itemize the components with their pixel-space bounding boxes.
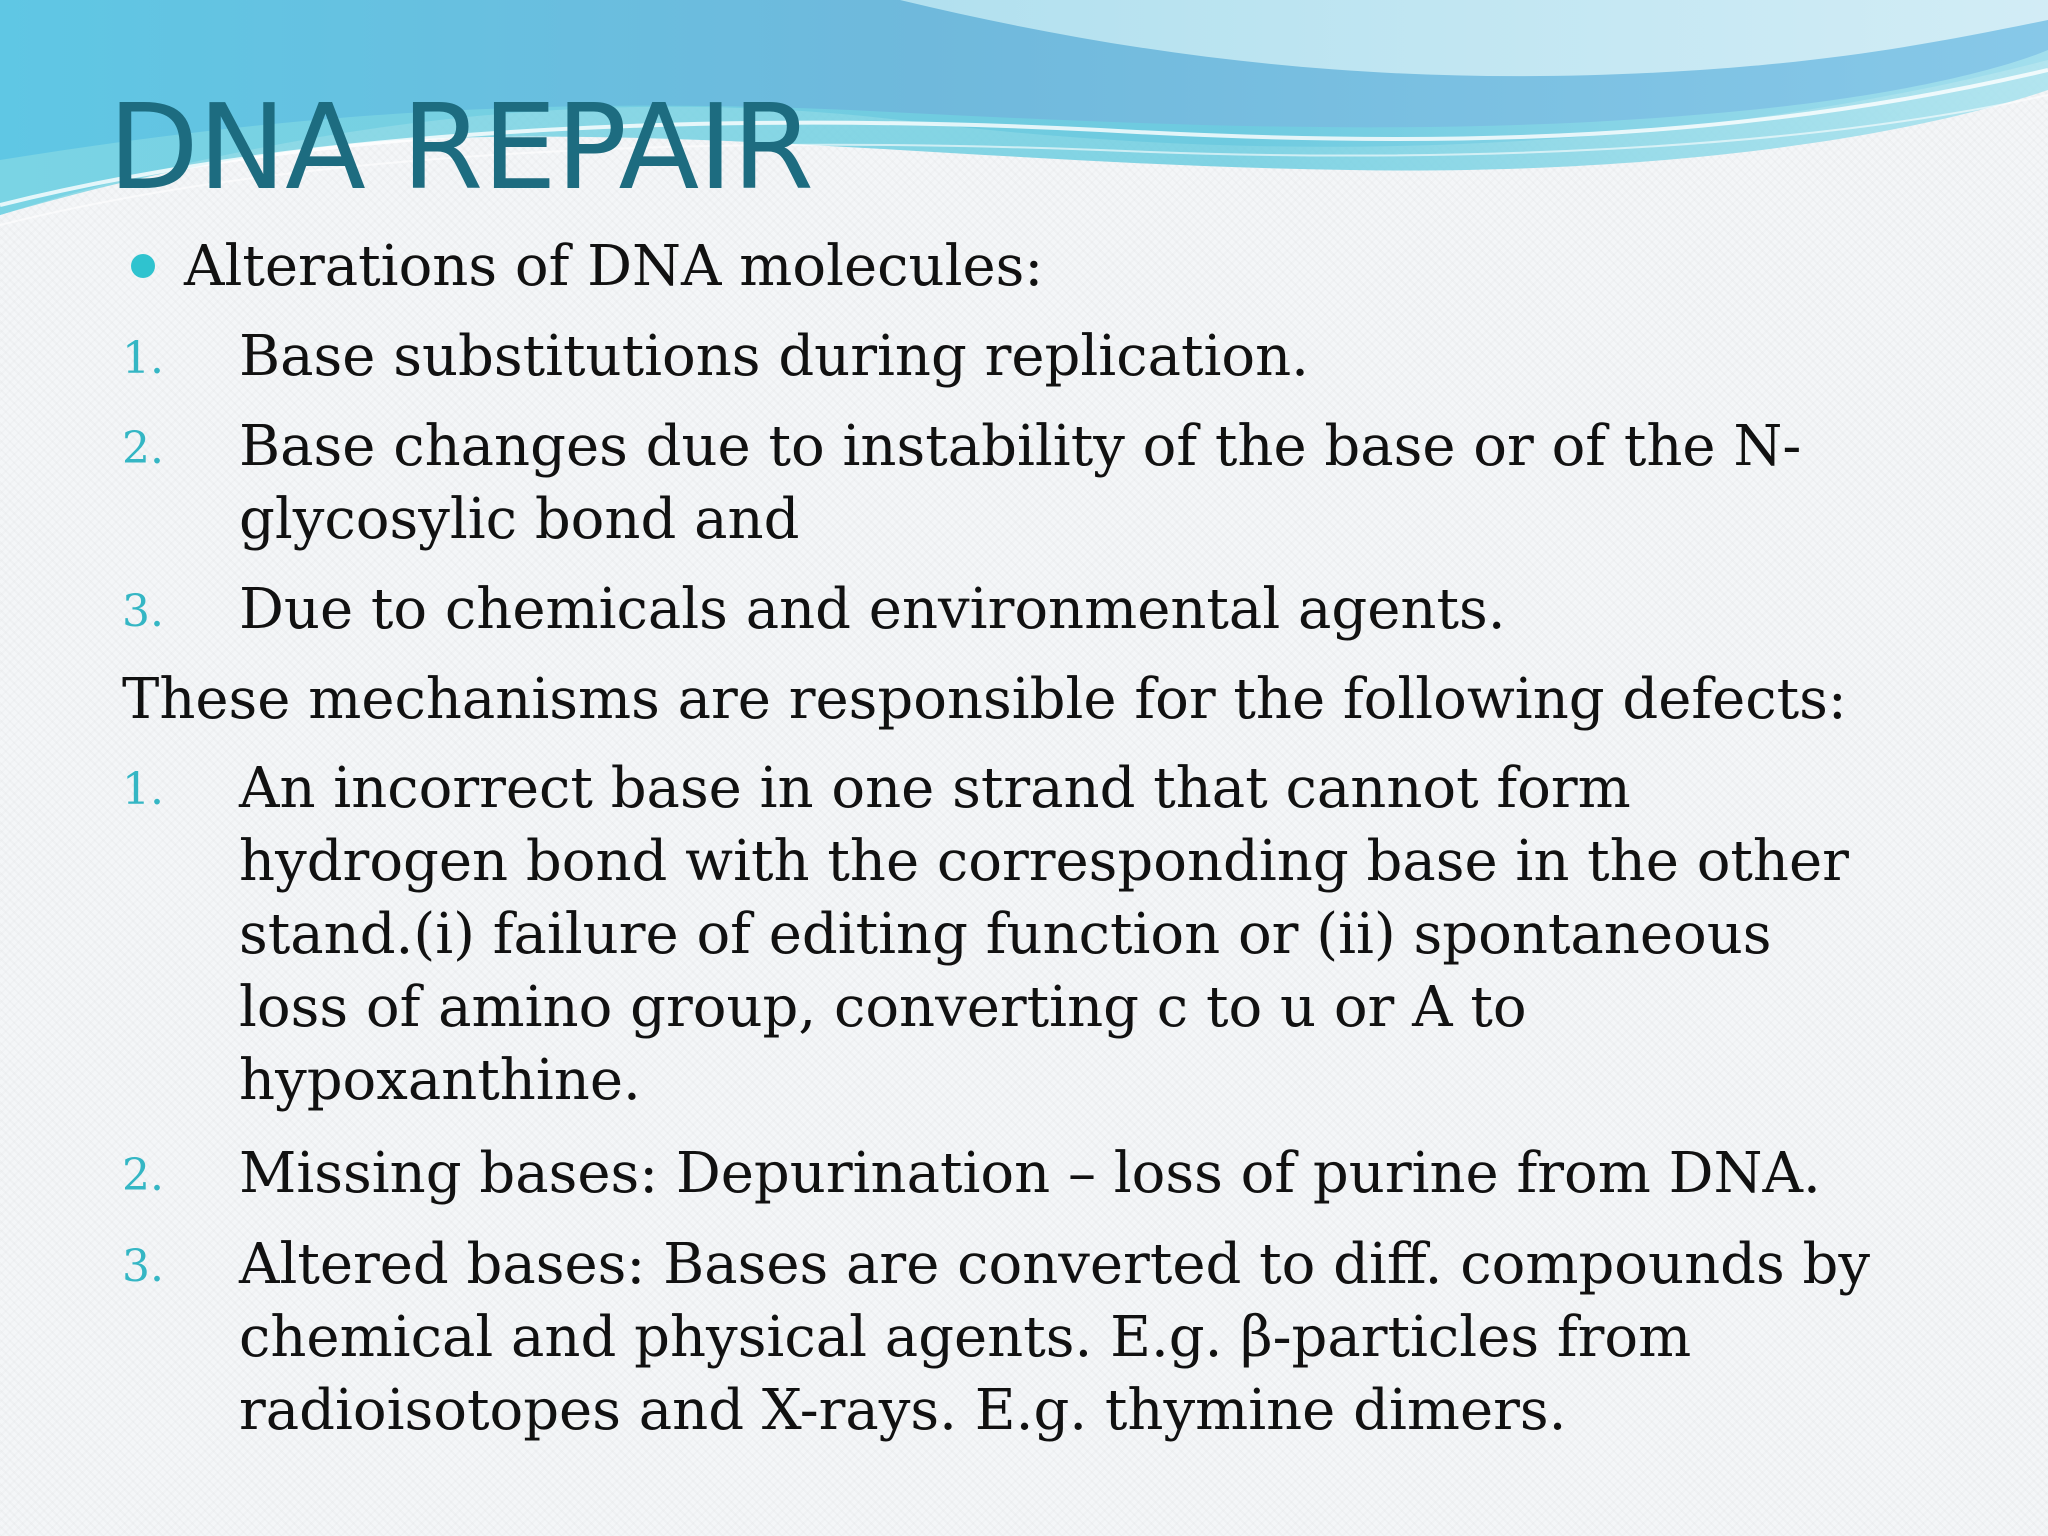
paragraph-text: These mechanisms are responsible for the following defects:	[122, 667, 1847, 732]
list2-item-text: stand.(i) failure of editing function or (ii) spontaneous	[239, 902, 1772, 967]
list2-number: 1.	[122, 764, 164, 815]
bullet-dot-icon	[131, 254, 155, 278]
list2-item-text: Altered bases: Bases are converted to diff. compounds by	[239, 1232, 1871, 1297]
list1-item-text: Base changes due to instability of the base or of the N-	[239, 414, 1802, 479]
list1-number: 2.	[122, 423, 164, 474]
list2-item-text: loss of amino group, converting c to u or A to	[239, 975, 1527, 1040]
bullet-text: Alterations of DNA molecules:	[184, 234, 1044, 299]
list1-item-text: Due to chemicals and environmental agents.	[239, 577, 1506, 642]
list1-item-text: Base substitutions during replication.	[239, 324, 1309, 389]
slide-title: DNA REPAIR	[108, 78, 814, 216]
list2-item-text: An incorrect base in one strand that cannot form	[239, 756, 1631, 821]
list2-item-text: hypoxanthine.	[239, 1048, 641, 1113]
list2-number: 2.	[122, 1150, 164, 1201]
list2-item-text: hydrogen bond with the corresponding base in the other	[239, 829, 1849, 894]
list1-item-text: glycosylic bond and	[239, 487, 800, 552]
list1-number: 3.	[122, 586, 164, 637]
list2-number: 3.	[122, 1241, 164, 1292]
list2-item-text: Missing bases: Depurination – loss of purine from DNA.	[239, 1141, 1821, 1206]
list1-number: 1.	[122, 333, 164, 384]
list2-item-text: radioisotopes and X-rays. E.g. thymine dimers.	[239, 1378, 1567, 1443]
list2-item-text: chemical and physical agents. E.g. β-particles from	[239, 1305, 1692, 1370]
